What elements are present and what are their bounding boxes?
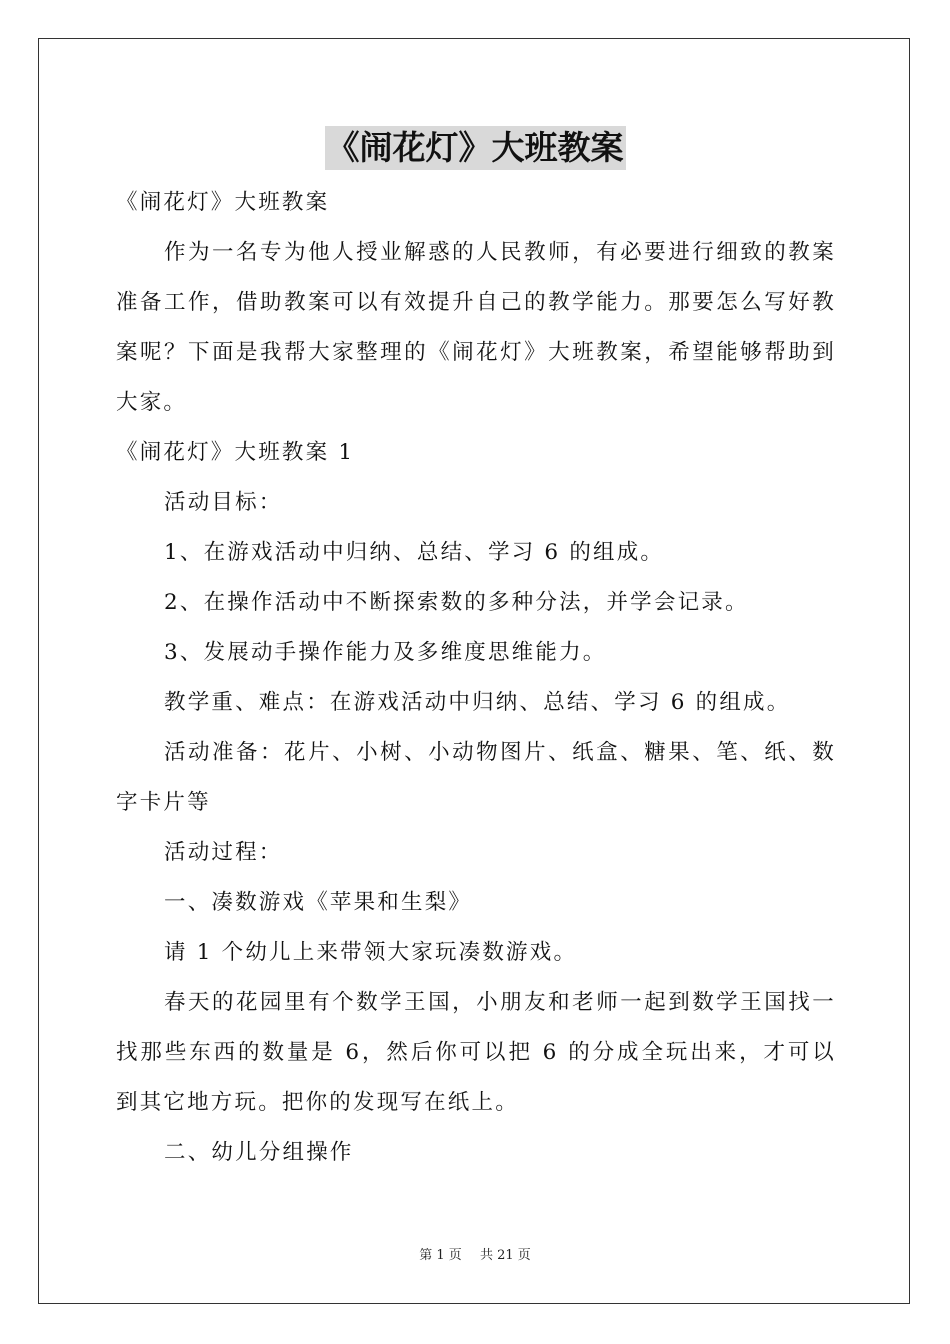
paragraph: 一、凑数游戏《苹果和生梨》 (164, 890, 473, 915)
paragraph: 3、发展动手操作能力及多维度思维能力。 (164, 640, 607, 665)
title-container (0, 126, 950, 170)
paragraph: 活动准备：花片、小树、小动物图片、纸盒、糖果、笔、纸、数字卡片等 (116, 740, 836, 815)
paragraph: 《闹花灯》大班教案 1 (116, 440, 355, 465)
paragraph: 春天的花园里有个数学王国，小朋友和老师一起到数学王国找一找那些东西的数量是 6，然后你可以把 6 的分成全玩出来，才可以到其它地方玩。把你的发现写在纸上。 (116, 990, 836, 1115)
paragraph: 活动目标： (164, 490, 283, 515)
document-body (116, 178, 836, 1178)
paragraph: 教学重、难点：在游戏活动中归纳、总结、学习 6 的组成。 (164, 690, 791, 715)
paragraph: 1、在游戏活动中归纳、总结、学习 6 的组成。 (164, 540, 665, 565)
paragraph: 作为一名专为他人授业解惑的人民教师，有必要进行细致的教案准备工作，借助教案可以有效提升自己的教学能力。那要怎么写好教案呢？下面是我帮大家整理的《闹花灯》大班教案，希望能够帮助到大家。 (116, 240, 836, 415)
paragraph: 活动过程： (164, 840, 283, 865)
page-total: 共 21 页 (479, 1248, 531, 1263)
document-title: 《闹花灯》大班教案 (325, 126, 626, 170)
paragraph: 二、幼儿分组操作 (164, 1140, 354, 1165)
page-number: 第 1 页 (419, 1248, 462, 1263)
paragraph: 《闹花灯》大班教案 (116, 190, 330, 215)
paragraph: 2、在操作活动中不断探索数的多种分法，并学会记录。 (164, 590, 749, 615)
paragraph: 请 1 个幼儿上来带领大家玩凑数游戏。 (164, 940, 578, 965)
page-footer (0, 1247, 950, 1265)
